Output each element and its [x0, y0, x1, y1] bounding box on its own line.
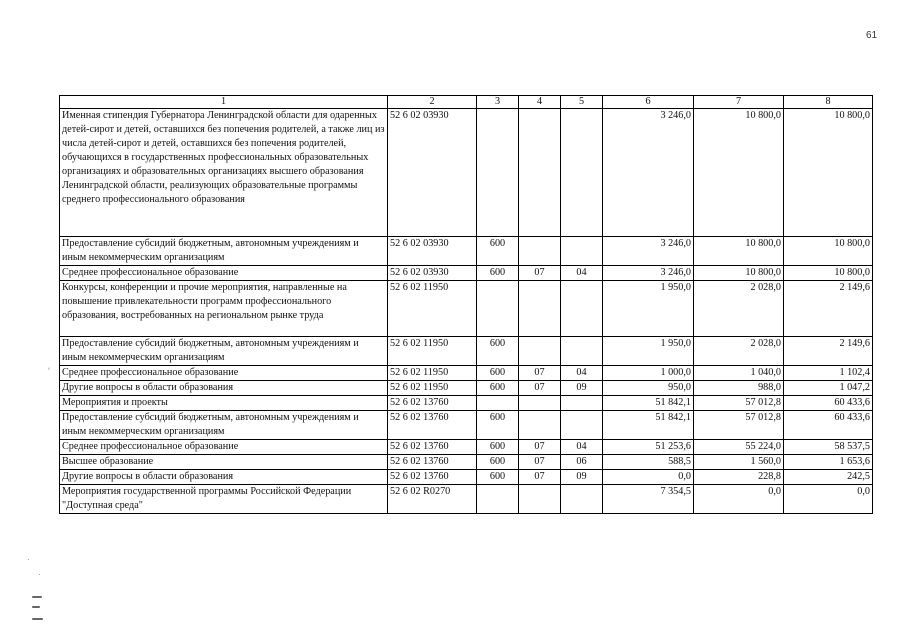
row-value8-cell: 10 800,0 — [784, 109, 873, 237]
row-name-cell: Мероприятия государственной программы Российской Федерации "Доступная среда" — [60, 485, 388, 514]
row-code-cell: 52 6 02 03930 — [388, 109, 477, 237]
row-value7-cell: 2 028,0 — [694, 337, 784, 366]
row-col3-cell — [477, 396, 519, 411]
row-value7-cell: 57 012,8 — [694, 411, 784, 440]
row-col3-cell: 600 — [477, 366, 519, 381]
row-name-cell: Именная стипендия Губернатора Ленинградской области для одаренных детей-сирот и детей, оставшихся без попечения родителей, а также лиц из числа детей-сирот и детей, оставшихся без попечения родителей, обучающихся в государственных профессиональных образовательных организациях и образовательных организациях высшего образования Ленинградской области, реализующих образовательные программы среднего профессионального образования — [60, 109, 388, 237]
column-header: 7 — [694, 96, 784, 109]
budget-table — [59, 95, 873, 514]
row-col4-cell — [519, 485, 561, 514]
row-value7-cell: 10 800,0 — [694, 266, 784, 281]
row-code-cell: 52 6 02 R0270 — [388, 485, 477, 514]
row-col4-cell: 07 — [519, 366, 561, 381]
row-col3-cell: 600 — [477, 337, 519, 366]
row-col3-cell: 600 — [477, 381, 519, 396]
table-row — [60, 470, 873, 485]
table-row — [60, 266, 873, 281]
row-col5-cell — [561, 237, 603, 266]
page-number: 61 — [866, 30, 878, 41]
row-value8-cell: 242,5 — [784, 470, 873, 485]
column-header: 3 — [477, 96, 519, 109]
row-value6-cell: 950,0 — [603, 381, 694, 396]
row-code-cell: 52 6 02 13760 — [388, 396, 477, 411]
column-header: 4 — [519, 96, 561, 109]
row-col5-cell: 09 — [561, 470, 603, 485]
row-value6-cell: 0,0 — [603, 470, 694, 485]
row-value6-cell: 3 246,0 — [603, 266, 694, 281]
row-value8-cell: 1 047,2 — [784, 381, 873, 396]
row-col4-cell — [519, 396, 561, 411]
row-col3-cell: 600 — [477, 266, 519, 281]
table-row — [60, 485, 873, 514]
row-col5-cell — [561, 337, 603, 366]
row-col5-cell: 04 — [561, 266, 603, 281]
row-col5-cell: 04 — [561, 440, 603, 455]
column-header: 5 — [561, 96, 603, 109]
margin-scribble-mark — [32, 618, 43, 620]
row-col3-cell: 600 — [477, 440, 519, 455]
row-col5-cell — [561, 396, 603, 411]
row-col3-cell: 600 — [477, 411, 519, 440]
row-name-cell: Другие вопросы в области образования — [60, 470, 388, 485]
row-value8-cell: 60 433,6 — [784, 396, 873, 411]
row-col4-cell: 07 — [519, 266, 561, 281]
row-value6-cell: 51 842,1 — [603, 411, 694, 440]
table-row — [60, 381, 873, 396]
row-col4-cell: 07 — [519, 455, 561, 470]
table-row — [60, 281, 873, 337]
row-name-cell: Высшее образование — [60, 455, 388, 470]
row-col3-cell — [477, 109, 519, 237]
row-value8-cell: 58 537,5 — [784, 440, 873, 455]
table-row — [60, 366, 873, 381]
row-value7-cell: 0,0 — [694, 485, 784, 514]
row-code-cell: 52 6 02 13760 — [388, 411, 477, 440]
row-name-cell: Другие вопросы в области образования — [60, 381, 388, 396]
row-value8-cell: 2 149,6 — [784, 337, 873, 366]
row-value6-cell: 51 842,1 — [603, 396, 694, 411]
row-col4-cell: 07 — [519, 381, 561, 396]
row-value7-cell: 228,8 — [694, 470, 784, 485]
row-value7-cell: 988,0 — [694, 381, 784, 396]
table-row — [60, 396, 873, 411]
row-value7-cell: 57 012,8 — [694, 396, 784, 411]
table-row — [60, 237, 873, 266]
row-value8-cell: 2 149,6 — [784, 281, 873, 337]
row-code-cell: 52 6 02 13760 — [388, 440, 477, 455]
row-col4-cell — [519, 281, 561, 337]
row-col5-cell — [561, 485, 603, 514]
row-code-cell: 52 6 02 03930 — [388, 266, 477, 281]
row-code-cell: 52 6 02 11950 — [388, 366, 477, 381]
column-header: 8 — [784, 96, 873, 109]
row-col5-cell — [561, 411, 603, 440]
row-value7-cell: 2 028,0 — [694, 281, 784, 337]
row-value7-cell: 10 800,0 — [694, 109, 784, 237]
row-value7-cell: 1 560,0 — [694, 455, 784, 470]
table-row — [60, 337, 873, 366]
row-code-cell: 52 6 02 11950 — [388, 337, 477, 366]
row-name-cell: Предоставление субсидий бюджетным, автономным учреждениям и иным некоммерческим организациям — [60, 237, 388, 266]
row-value8-cell: 1 653,6 — [784, 455, 873, 470]
row-value6-cell: 51 253,6 — [603, 440, 694, 455]
row-code-cell: 52 6 02 13760 — [388, 455, 477, 470]
margin-scribble-mark — [32, 596, 42, 598]
row-col3-cell: 600 — [477, 455, 519, 470]
row-value7-cell: 10 800,0 — [694, 237, 784, 266]
row-name-cell: Среднее профессиональное образование — [60, 366, 388, 381]
table-body — [60, 109, 873, 514]
row-value6-cell: 1 950,0 — [603, 337, 694, 366]
margin-scribble-mark — [32, 606, 40, 608]
row-name-cell: Предоставление субсидий бюджетным, автономным учреждениям и иным некоммерческим организациям — [60, 337, 388, 366]
row-name-cell: Конкурсы, конференции и прочие мероприятия, направленные на повышение привлекательности программ профессионального образования, востребованных на региональном рынке труда — [60, 281, 388, 337]
row-col5-cell: 04 — [561, 366, 603, 381]
row-col3-cell — [477, 281, 519, 337]
row-name-cell: Среднее профессиональное образование — [60, 440, 388, 455]
table-row — [60, 109, 873, 237]
column-header: 6 — [603, 96, 694, 109]
row-col4-cell — [519, 109, 561, 237]
row-col4-cell — [519, 337, 561, 366]
row-name-cell: Мероприятия и проекты — [60, 396, 388, 411]
row-value6-cell: 1 000,0 — [603, 366, 694, 381]
margin-dot-mark: · — [27, 555, 30, 564]
row-value7-cell: 55 224,0 — [694, 440, 784, 455]
column-header: 1 — [60, 96, 388, 109]
row-name-cell: Среднее профессиональное образование — [60, 266, 388, 281]
row-col4-cell: 07 — [519, 470, 561, 485]
row-value7-cell: 1 040,0 — [694, 366, 784, 381]
row-code-cell: 52 6 02 13760 — [388, 470, 477, 485]
table-row — [60, 455, 873, 470]
row-value6-cell: 3 246,0 — [603, 109, 694, 237]
row-code-cell: 52 6 02 11950 — [388, 281, 477, 337]
row-col5-cell — [561, 281, 603, 337]
margin-dot-mark: · — [38, 570, 41, 579]
row-col5-cell — [561, 109, 603, 237]
row-col5-cell: 06 — [561, 455, 603, 470]
row-value6-cell: 3 246,0 — [603, 237, 694, 266]
row-value8-cell: 10 800,0 — [784, 266, 873, 281]
row-value6-cell: 588,5 — [603, 455, 694, 470]
row-col4-cell — [519, 237, 561, 266]
table-row — [60, 440, 873, 455]
row-col3-cell: 600 — [477, 470, 519, 485]
row-value8-cell: 0,0 — [784, 485, 873, 514]
row-code-cell: 52 6 02 11950 — [388, 381, 477, 396]
row-name-cell: Предоставление субсидий бюджетным, автономным учреждениям и иным некоммерческим организациям — [60, 411, 388, 440]
column-header: 2 — [388, 96, 477, 109]
row-col4-cell: 07 — [519, 440, 561, 455]
row-col5-cell: 09 — [561, 381, 603, 396]
margin-tick-mark: ‘ — [48, 366, 50, 376]
row-value8-cell: 10 800,0 — [784, 237, 873, 266]
row-value8-cell: 1 102,4 — [784, 366, 873, 381]
row-col4-cell — [519, 411, 561, 440]
row-code-cell: 52 6 02 03930 — [388, 237, 477, 266]
row-col3-cell: 600 — [477, 237, 519, 266]
table-header-row — [60, 96, 873, 109]
row-value6-cell: 7 354,5 — [603, 485, 694, 514]
row-value8-cell: 60 433,6 — [784, 411, 873, 440]
row-col3-cell — [477, 485, 519, 514]
table-row — [60, 411, 873, 440]
row-value6-cell: 1 950,0 — [603, 281, 694, 337]
